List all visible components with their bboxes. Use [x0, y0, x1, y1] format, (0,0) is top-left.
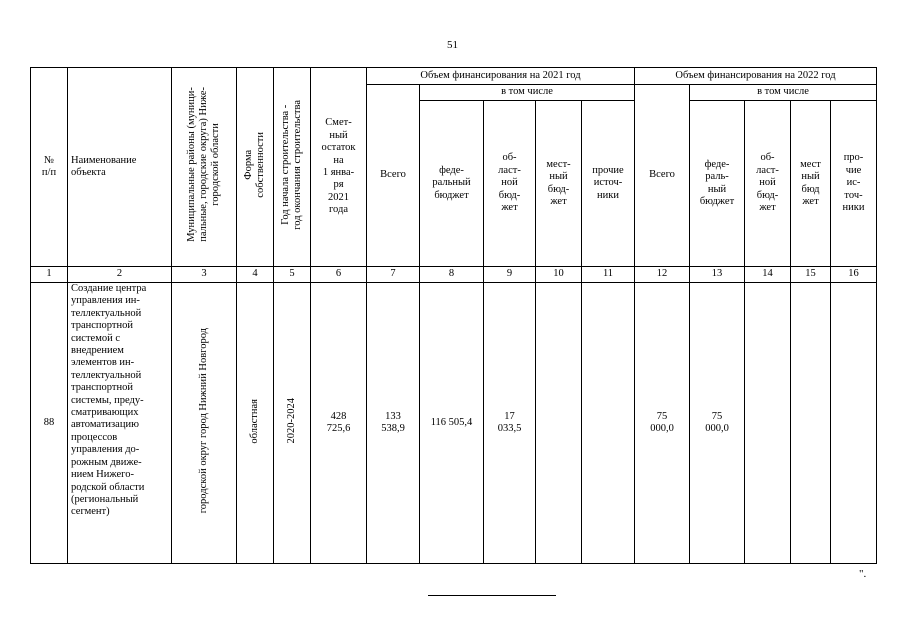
- page-number: 51: [447, 39, 458, 51]
- row-district-cell: [172, 283, 237, 564]
- header-local-2021: мест- ный бюд- жет: [536, 101, 582, 267]
- row-regional-2021: 17 033,5: [484, 283, 536, 564]
- closing-quote: ".: [859, 568, 867, 580]
- column-number: 2: [68, 267, 172, 283]
- row-ownership: областная: [249, 398, 260, 444]
- footer-rule: [428, 595, 556, 596]
- row-other-2022: [831, 283, 877, 564]
- header-including-2022: в том числе: [690, 85, 877, 101]
- row-local-2021: [536, 283, 582, 564]
- header-group-2021: Объем финансирования на 2021 год: [367, 68, 635, 85]
- row-years: 2020-2024: [286, 398, 297, 444]
- header-years: Год начала строительства - год окончания строительства: [280, 99, 303, 230]
- row-total-2022: 75 000,0: [635, 283, 690, 564]
- column-number: 15: [791, 267, 831, 283]
- header-including-2021: в том числе: [420, 85, 635, 101]
- column-number: 8: [420, 267, 484, 283]
- column-number: 9: [484, 267, 536, 283]
- row-balance: 428 725,6: [311, 283, 367, 564]
- header-regional-2022: об- ласт- ной бюд- жет: [745, 101, 791, 267]
- header-balance: Смет- ный остаток на 1 янва- ря 2021 года: [311, 68, 367, 267]
- row-ownership-cell: [237, 283, 274, 564]
- row-years-cell: [274, 283, 311, 564]
- header-num: № п/п: [31, 68, 68, 267]
- header-district-cell: [172, 68, 237, 267]
- row-federal-2022: 75 000,0: [690, 283, 745, 564]
- row-num: 88: [31, 283, 68, 564]
- column-number: 3: [172, 267, 237, 283]
- header-other-2021: прочие источ- ники: [582, 101, 635, 267]
- column-number: 14: [745, 267, 791, 283]
- column-number: 5: [274, 267, 311, 283]
- row-total-2021: 133 538,9: [367, 283, 420, 564]
- column-number-row: [31, 267, 877, 283]
- column-number: 1: [31, 267, 68, 283]
- header-federal-2021: феде- ральный бюджет: [420, 101, 484, 267]
- column-number: 11: [582, 267, 635, 283]
- header-federal-2022: феде- раль- ный бюджет: [690, 101, 745, 267]
- header-total-2022: Всего: [635, 85, 690, 267]
- row-other-2021: [582, 283, 635, 564]
- column-number: 16: [831, 267, 877, 283]
- header-ownership: Форма собственности: [243, 131, 266, 198]
- header-other-2022: про- чие ис- точ- ники: [831, 101, 877, 267]
- row-object-name: Создание центра управления ин- теллектуальной транспортной системой с внедрением элементов ин- теллектуальной транспортной системы, преду- сматривающих автоматизацию процессов управления до- рожным движе- нием Нижего- родской области (региональный сегмент): [68, 283, 172, 564]
- header-total-2021: Всего: [367, 85, 420, 267]
- header-local-2022: мест ный бюд жет: [791, 101, 831, 267]
- header-object-name: Наименование объекта: [68, 68, 172, 267]
- header-regional-2021: об- ласт- ной бюд- жет: [484, 101, 536, 267]
- table-row: [31, 283, 877, 564]
- column-number: 12: [635, 267, 690, 283]
- column-number: 4: [237, 267, 274, 283]
- row-district: городской округ город Нижний Новгород: [198, 328, 209, 514]
- row-federal-2021: 116 505,4: [420, 283, 484, 564]
- column-number: 6: [311, 267, 367, 283]
- column-number: 13: [690, 267, 745, 283]
- column-number: 7: [367, 267, 420, 283]
- header-years-cell: [274, 68, 311, 267]
- header-district: Муниципальные районы (муници- пальные, городские округа) Ниже- городской области: [186, 87, 221, 243]
- row-regional-2022: [745, 283, 791, 564]
- row-local-2022: [791, 283, 831, 564]
- column-number: 10: [536, 267, 582, 283]
- financing-table: [30, 67, 877, 564]
- header-group-2022: Объем финансирования на 2022 год: [635, 68, 877, 85]
- header-ownership-cell: [237, 68, 274, 267]
